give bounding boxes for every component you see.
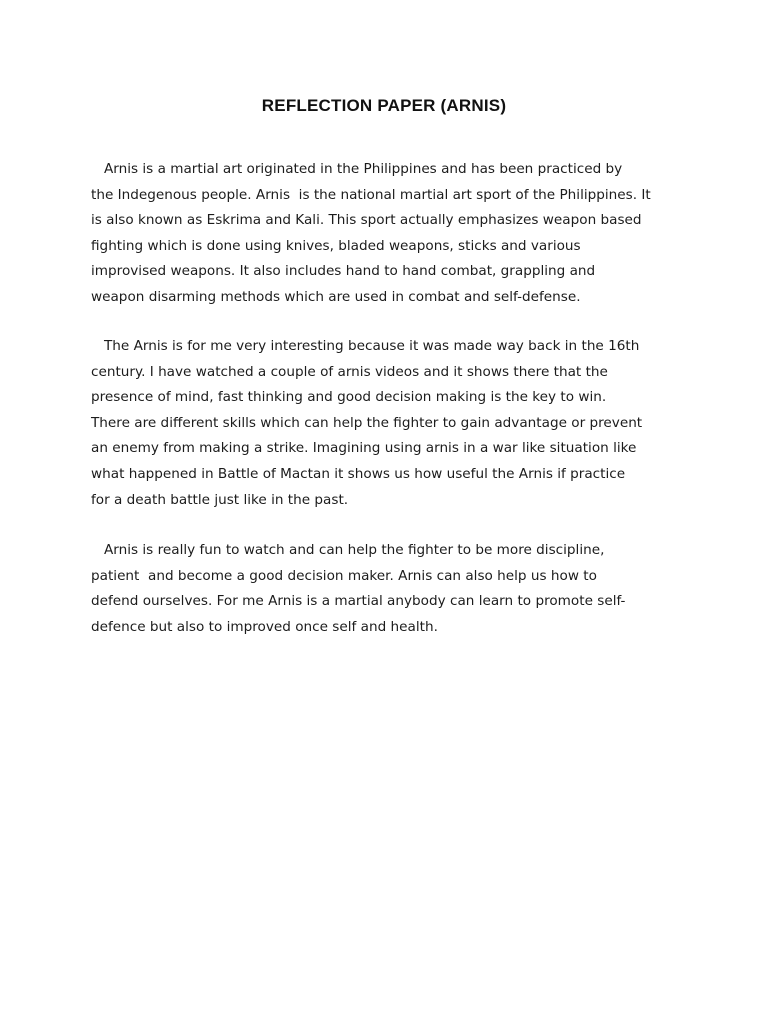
paragraph-line: what happened in Battle of Mactan it shows us how useful the Arnis if practice bbox=[91, 465, 626, 482]
paragraph-line: The Arnis is for me very interesting because it was made way back in the 16th bbox=[91, 338, 640, 354]
paragraph-line: century. I have watched a couple of arnis videos and it shows there that the bbox=[91, 363, 608, 380]
document-title: REFLECTION PAPER (ARNIS) bbox=[261, 96, 507, 115]
paragraph-line: for a death battle just like in the past. bbox=[91, 491, 349, 508]
paragraph-line: weapon disarming methods which are used in combat and self-defense. bbox=[91, 288, 581, 305]
paragraph-line: There are different skills which can help the fighter to gain advantage or prevent bbox=[91, 414, 643, 431]
paragraph-line: defence but also to improved once self and health. bbox=[91, 618, 438, 635]
paragraph-line: the Indegenous people. Arnis is the national martial art sport of the Philippines. It bbox=[91, 186, 651, 203]
paragraph-line: fighting which is done using knives, bladed weapons, sticks and various bbox=[91, 237, 581, 254]
paragraph-line: is also known as Eskrima and Kali. This sport actually emphasizes weapon based bbox=[91, 212, 642, 229]
paragraph-line: improvised weapons. It also includes hand to hand combat, grappling and bbox=[91, 263, 596, 280]
paragraph-line: presence of mind, fast thinking and good decision making is the key to win. bbox=[91, 389, 607, 406]
paragraph-line: Arnis is really fun to watch and can help the fighter to be more discipline, bbox=[91, 542, 605, 558]
paragraph-2 bbox=[91, 334, 691, 513]
paragraph-3 bbox=[91, 538, 691, 640]
paragraph-line: Arnis is a martial art originated in the Philippines and has been practiced by bbox=[91, 161, 623, 177]
paragraph-line: an enemy from making a strike. Imagining using arnis in a war like situation like bbox=[91, 440, 637, 457]
paragraph-1 bbox=[91, 157, 691, 311]
paragraph-line: defend ourselves. For me Arnis is a martial anybody can learn to promote self- bbox=[91, 593, 626, 610]
paragraph-line: patient and become a good decision maker. Arnis can also help us how to bbox=[91, 567, 597, 584]
